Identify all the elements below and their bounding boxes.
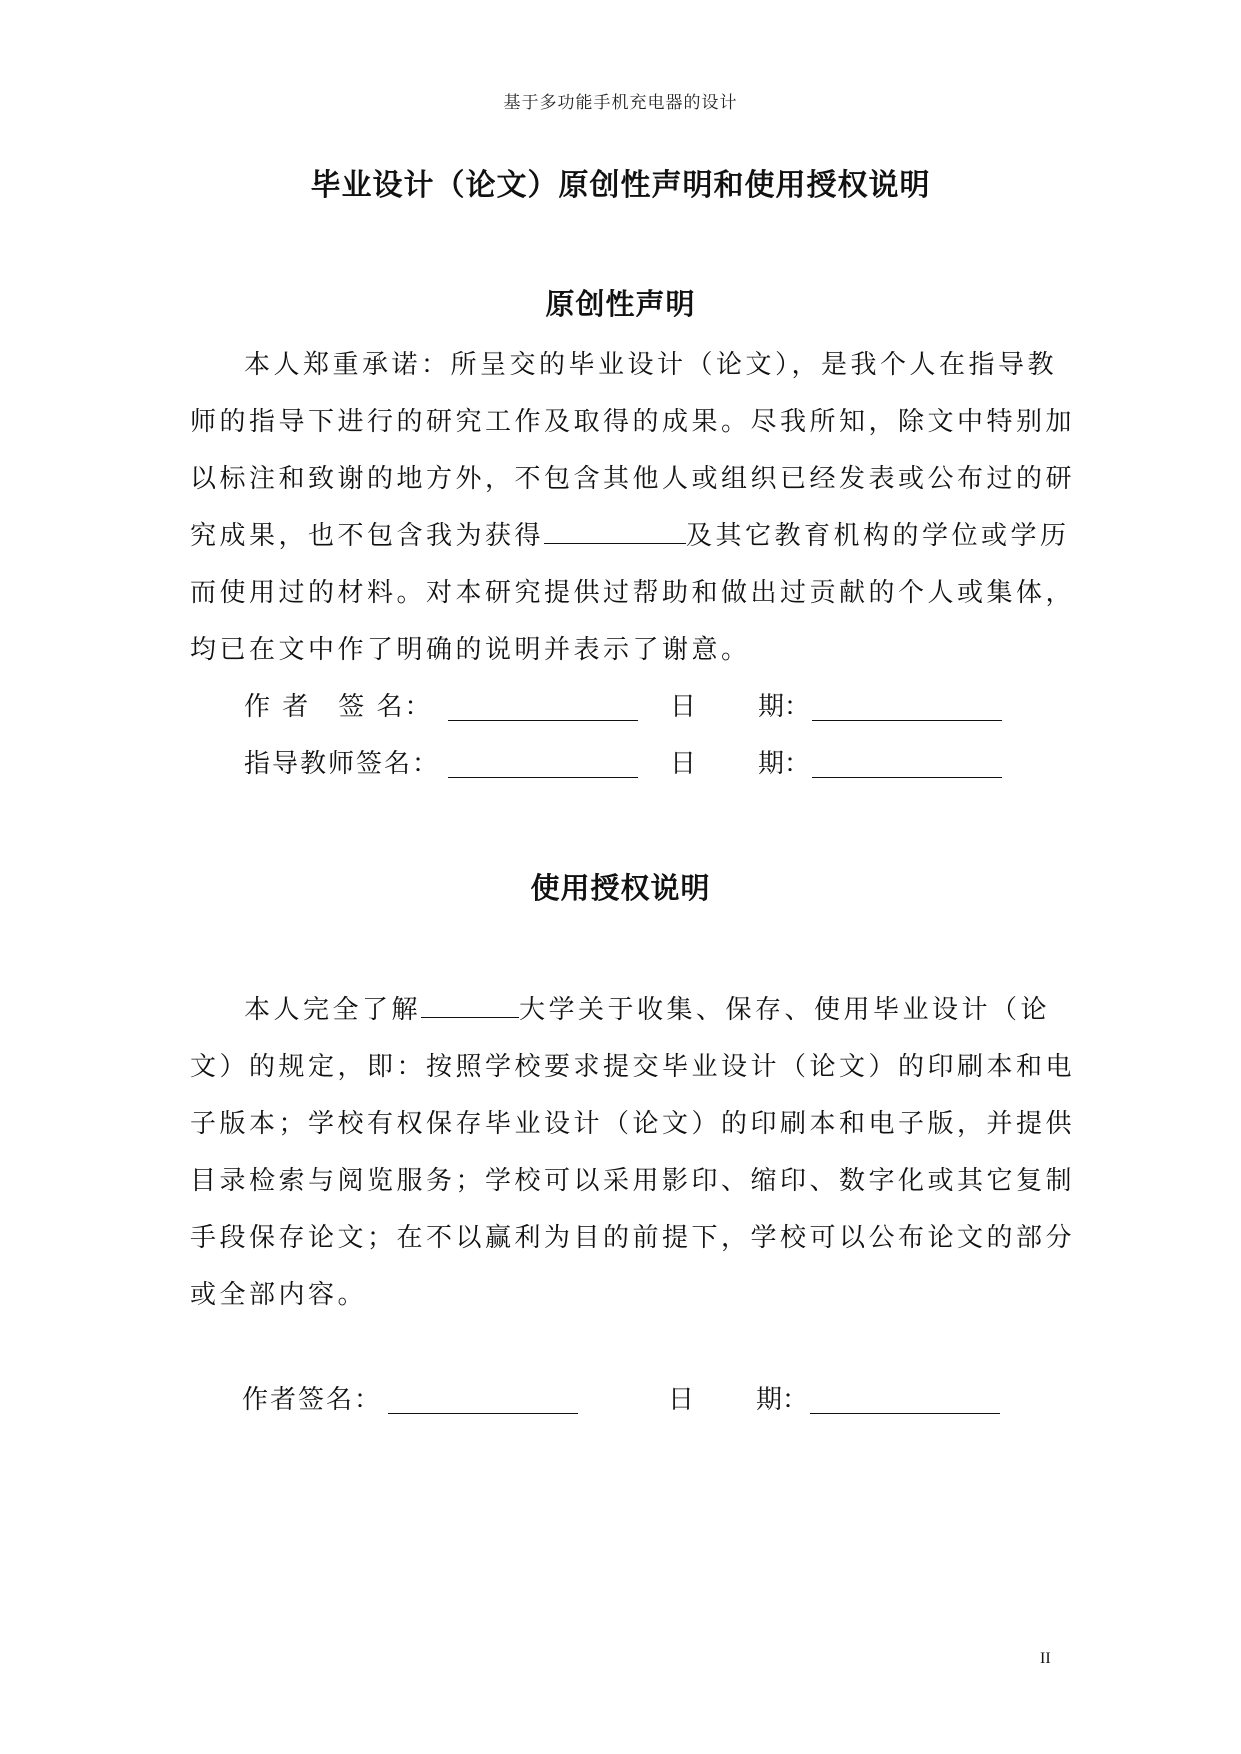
- originality-paragraph-line-5: 而使用过的材料。对本研究提供过帮助和做出过贡献的个人或集体，: [190, 578, 1076, 608]
- page-title: 毕业设计（论文）原创性声明和使用授权说明: [310, 168, 931, 203]
- advisor-signature-row: [0, 744, 1241, 784]
- authorization-paragraph-line-6: 或全部内容。: [190, 1280, 368, 1310]
- authorization-section-title: 使用授权说明: [530, 871, 711, 905]
- originality-paragraph-line-1: 本人郑重承诺：所呈交的毕业设计（论文），是我个人在指导教: [244, 350, 1058, 380]
- author-signature-field[interactable]: [448, 719, 638, 721]
- authorization-paragraph-line-2: 文）的规定，即：按照学校要求提交毕业设计（论文）的印刷本和电: [190, 1052, 1076, 1082]
- originality-paragraph-line-3: 以标注和致谢的地方外，不包含其他人或组织已经发表或公布过的研: [190, 464, 1076, 494]
- authorization-paragraph-line-5: 手段保存论文；在不以赢利为目的前提下，学校可以公布论文的部分: [190, 1223, 1076, 1253]
- advisor-date-label-period: 期：: [758, 749, 811, 779]
- author-date-field[interactable]: [812, 719, 1002, 721]
- authorization-paragraph-line-1: [244, 990, 1114, 1030]
- authorization-paragraph-line-4: 目录检索与阅览服务；学校可以采用影印、缩印、数字化或其它复制: [190, 1166, 1076, 1196]
- running-header: 基于多功能手机充电器的设计: [503, 93, 738, 113]
- authorization-date-label-day: 日: [668, 1385, 695, 1415]
- originality-paragraph-line-4: [190, 516, 1070, 556]
- authorization-date-field[interactable]: [810, 1412, 1000, 1414]
- originality-section-title: 原创性声明: [545, 287, 696, 321]
- authorization-author-label: 作者签名：: [242, 1385, 383, 1415]
- authorization-signature-row: [0, 1380, 1241, 1420]
- originality-line-4-start: 究成果，也不包含我为获得: [190, 521, 545, 551]
- author-signature-row: [0, 687, 1241, 727]
- originality-paragraph-line-6: 均已在文中作了明确的说明并表示了谢意。: [190, 635, 751, 665]
- authorization-line-1-end: 大学关于收集、保存、使用毕业设计（论: [519, 995, 1051, 1025]
- institution-blank: [544, 519, 686, 544]
- advisor-signature-label: 指导教师签名：: [244, 749, 441, 779]
- advisor-signature-field[interactable]: [448, 776, 638, 778]
- authorization-paragraph-line-3: 子版本；学校有权保存毕业设计（论文）的印刷本和电子版，并提供: [190, 1109, 1076, 1139]
- advisor-date-label-day: 日: [670, 749, 697, 779]
- authorization-line-1-start: 本人完全了解: [244, 995, 422, 1025]
- authorization-author-field[interactable]: [388, 1412, 578, 1414]
- advisor-date-field[interactable]: [812, 776, 1002, 778]
- page-number: II: [1040, 1650, 1051, 1667]
- originality-paragraph-line-2: 师的指导下进行的研究工作及取得的成果。尽我所知，除文中特别加: [190, 407, 1076, 437]
- date-label-period: 期：: [758, 692, 811, 722]
- originality-line-4-end: 及其它教育机构的学位或学历: [686, 521, 1070, 551]
- date-label-day: 日: [670, 692, 697, 722]
- university-blank: [421, 993, 519, 1018]
- author-signature-label: 作 者 签 名：: [244, 692, 433, 722]
- authorization-date-label-period: 期：: [756, 1385, 809, 1415]
